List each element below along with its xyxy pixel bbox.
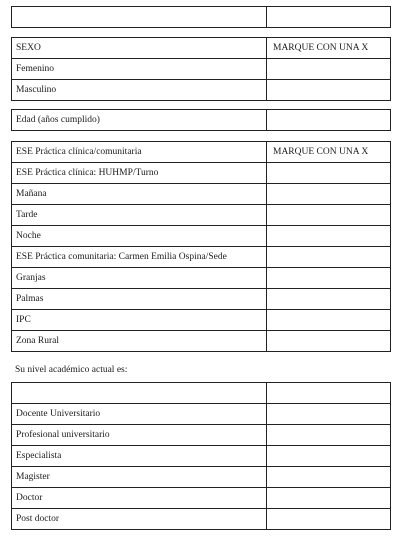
option-post-doctor: Post doctor [12,509,267,530]
ese-table [11,141,391,352]
mark-cell-zona-rural[interactable] [267,331,391,352]
ese-comunitaria-label: ESE Práctica comunitaria: Carmen Emilia Ospina/Sede [12,247,267,268]
table-row [12,163,391,184]
option-palmas: Palmas [12,289,267,310]
option-profesional: Profesional universitario [12,425,267,446]
nivel-question: Su nivel académico actual es: [15,365,128,375]
option-zona-rural: Zona Rural [12,331,267,352]
edad-label: Edad (años cumplido) [12,110,267,131]
table-row [12,205,391,226]
mark-cell-manana[interactable] [267,184,391,205]
mark-cell-masculino[interactable] [267,80,391,101]
table-row [12,289,391,310]
table-row [12,310,391,331]
option-ipc: IPC [12,310,267,331]
nivel-table [11,382,391,530]
option-granjas: Granjas [12,268,267,289]
option-especialista: Especialista [12,446,267,467]
mark-cell-palmas[interactable] [267,289,391,310]
mark-cell-comunitaria[interactable] [267,247,391,268]
sexo-table [11,37,391,101]
option-femenino: Femenino [12,59,267,80]
option-noche: Noche [12,226,267,247]
table-row [12,226,391,247]
table-row [12,142,391,163]
mark-cell-profesional[interactable] [267,425,391,446]
table-row [12,331,391,352]
option-manana: Mañana [12,184,267,205]
mark-cell-noche[interactable] [267,226,391,247]
nivel-blank-mark-header [267,383,391,404]
mark-cell-ipc[interactable] [267,310,391,331]
table-row [12,268,391,289]
blank-mark-cell[interactable] [267,7,391,28]
table-row [12,184,391,205]
table-row [12,38,391,59]
edad-table [11,109,391,131]
table-row [12,383,391,404]
mark-cell-doctor[interactable] [267,488,391,509]
sexo-header: SEXO [12,38,267,59]
mark-cell-femenino[interactable] [267,59,391,80]
top-blank-table [11,6,391,28]
mark-cell-magister[interactable] [267,467,391,488]
option-docente: Docente Universitario [12,404,267,425]
mark-cell-granjas[interactable] [267,268,391,289]
mark-cell-docente[interactable] [267,404,391,425]
mark-cell-tarde[interactable] [267,205,391,226]
mark-cell-post-doctor[interactable] [267,509,391,530]
table-row [12,467,391,488]
table-row [12,404,391,425]
table-row [12,509,391,530]
table-row [12,80,391,101]
ese-clinica-label: ESE Práctica clínica: HUHMP/Turno [12,163,267,184]
option-masculino: Masculino [12,80,267,101]
blank-label-cell [12,7,267,28]
mark-header: MARQUE CON UNA X [267,142,391,163]
table-row [12,488,391,509]
option-tarde: Tarde [12,205,267,226]
table-row [12,446,391,467]
mark-cell-especialista[interactable] [267,446,391,467]
nivel-blank-header [12,383,267,404]
edad-input-cell[interactable] [267,110,391,131]
ese-header: ESE Práctica clínica/comunitaria [12,142,267,163]
table-row [12,59,391,80]
mark-cell-clinica[interactable] [267,163,391,184]
table-row [12,247,391,268]
table-row [12,7,391,28]
table-row [12,110,391,131]
option-magister: Magister [12,467,267,488]
table-row [12,425,391,446]
mark-header: MARQUE CON UNA X [267,38,391,59]
option-doctor: Doctor [12,488,267,509]
